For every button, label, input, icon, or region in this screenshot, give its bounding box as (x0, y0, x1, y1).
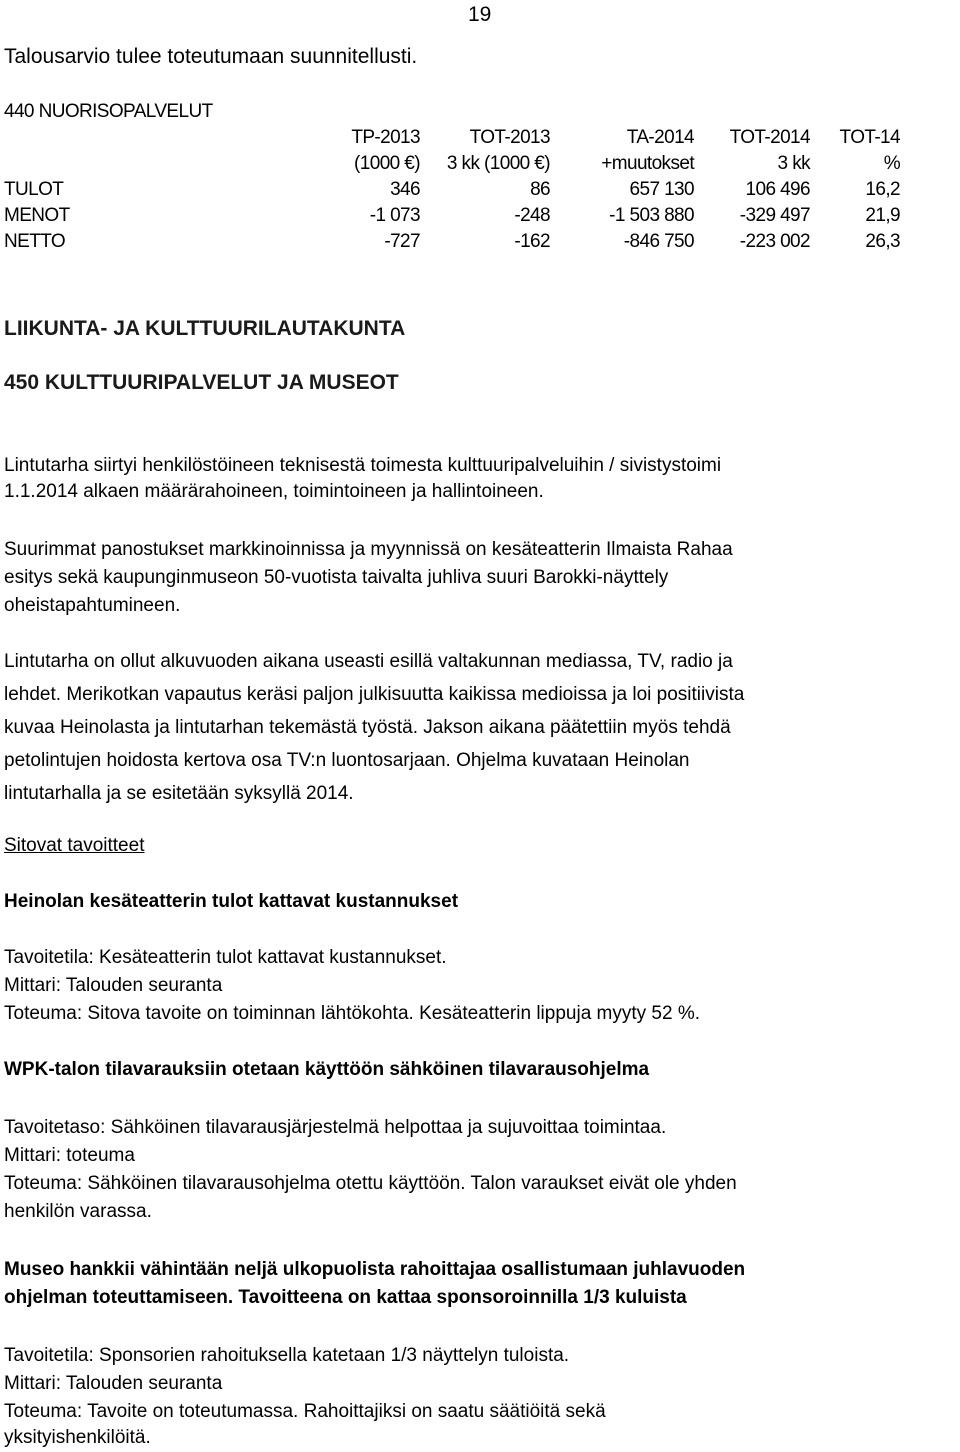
goal-title: Heinolan kesäteatterin tulot kattavat kustannukset (4, 891, 459, 912)
table-cell: -1 073 (369, 205, 420, 226)
table-header-cell: % (883, 153, 900, 174)
table-header-cell: TOT-2014 (729, 127, 810, 148)
section-heading-nuorisopalvelut: 440 NUORISOPALVELUT (4, 101, 213, 122)
table-cell: -248 (514, 205, 550, 226)
table-cell: 346 (390, 179, 420, 200)
table-header-row (4, 152, 900, 178)
paragraph-line: Lintutarha on ollut alkuvuoden aikana useasti esillä valtakunnan mediassa, TV, radio ja (4, 651, 733, 672)
goal-line: henkilön varassa. (4, 1201, 152, 1222)
table-cell: 21,9 (865, 205, 900, 226)
goal-line: Toteuma: Tavoite on toteutumassa. Rahoittajiksi on saatu säätiöitä sekä (4, 1401, 606, 1422)
table-header-cell (4, 126, 114, 152)
goal-title: Museo hankkii vähintään neljä ulkopuolista rahoittajaa osallistumaan juhlavuoden (4, 1259, 746, 1280)
paragraph-line: lintutarhalla ja se esitetään syksyllä 2014. (4, 783, 354, 804)
goal-line: yksityishenkilöitä. (4, 1427, 151, 1448)
goal-line: Tavoitetaso: Sähköinen tilavarausjärjestelmä helpottaa ja sujuvoittaa toimintaa. (4, 1117, 667, 1138)
row-label: MENOT (4, 205, 70, 226)
goal-line: Tavoitetila: Kesäteatterin tulot kattavat kustannukset. (4, 947, 447, 968)
goal-title: WPK-talon tilavarauksiin otetaan käyttöön sähköinen tilavarausohjelma (4, 1059, 650, 1080)
goal-line: Mittari: toteuma (4, 1145, 135, 1166)
table-header-cell: TP-2013 (351, 127, 420, 148)
paragraph-line: oheistapahtumineen. (4, 595, 181, 616)
table-header-cell: +muutokset (601, 153, 694, 174)
row-label: TULOT (4, 179, 64, 200)
table-header-cell: TOT-2013 (469, 127, 550, 148)
section-heading-kulttuuripalvelut: 450 KULTTUURIPALVELUT JA MUSEOT (4, 371, 399, 394)
table-cell: 657 130 (629, 179, 694, 200)
table-header-cell: (1000 €) (354, 153, 420, 174)
goal-line: Mittari: Talouden seuranta (4, 1373, 223, 1394)
table-header-cell: TA-2014 (626, 127, 694, 148)
page-number: 19 (468, 3, 492, 26)
board-heading: LIIKUNTA- JA KULTTUURILAUTAKUNTA (4, 317, 406, 340)
paragraph-line: esitys sekä kaupunginmuseon 50-vuotista taivalta juhliva suuri Barokki-näyttely (4, 567, 669, 588)
table-header-cell: TOT-14 (839, 127, 900, 148)
table-cell: -162 (514, 231, 550, 252)
goal-line: Toteuma: Sähköinen tilavarausohjelma otettu käyttöön. Talon varaukset eivät ole yhden (4, 1173, 737, 1194)
table-header-cell (4, 152, 114, 178)
paragraph-line: 1.1.2014 alkaen määrärahoineen, toimintoineen ja hallintoineen. (4, 481, 544, 502)
table-cell: -223 002 (739, 231, 810, 252)
table-cell: 26,3 (865, 231, 900, 252)
goal-line: Toteuma: Sitova tavoite on toiminnan lähtökohta. Kesäteatterin lippuja myyty 52 %. (4, 1003, 701, 1024)
table-cell: 86 (530, 179, 550, 200)
table-row (4, 230, 900, 256)
goal-title: ohjelman toteuttamiseen. Tavoitteena on kattaa sponsoroinnilla 1/3 kuluista (4, 1287, 687, 1308)
table-row (4, 204, 900, 230)
row-label: NETTO (4, 231, 66, 252)
paragraph-line: kuvaa Heinolasta ja lintutarhan tekemästä työstä. Jakson aikana päätettiin myös tehdä (4, 717, 731, 738)
table-cell: 106 496 (745, 179, 810, 200)
table-cell: -727 (384, 231, 420, 252)
intro-line: Talousarvio tulee toteutumaan suunnitellusti. (4, 45, 418, 68)
table-cell: 16,2 (865, 179, 900, 200)
binding-goals-heading: Sitovat tavoitteet (4, 835, 145, 856)
table-header-cell: 3 kk (1000 €) (446, 153, 550, 174)
table-header-row (4, 126, 900, 152)
goal-line: Tavoitetila: Sponsorien rahoituksella katetaan 1/3 näyttelyn tuloista. (4, 1345, 570, 1366)
table-cell: -1 503 880 (609, 205, 694, 226)
goal-line: Mittari: Talouden seuranta (4, 975, 223, 996)
budget-table (4, 126, 900, 256)
table-header-cell: 3 kk (777, 153, 810, 174)
table-row (4, 178, 900, 204)
table-cell: -846 750 (623, 231, 694, 252)
paragraph-line: petolintujen hoidosta kertova osa TV:n luontosarjaan. Ohjelma kuvataan Heinolan (4, 750, 690, 771)
table-cell: -329 497 (739, 205, 810, 226)
paragraph-line: lehdet. Merikotkan vapautus keräsi paljon julkisuutta kaikissa medioissa ja loi positiivista (4, 684, 745, 705)
paragraph-line: Suurimmat panostukset markkinoinnissa ja myynnissä on kesäteatterin Ilmaista Rahaa (4, 539, 733, 560)
paragraph-line: Lintutarha siirtyi henkilöstöineen teknisestä toimesta kulttuuripalveluihin / sivistystoimi (4, 455, 722, 476)
